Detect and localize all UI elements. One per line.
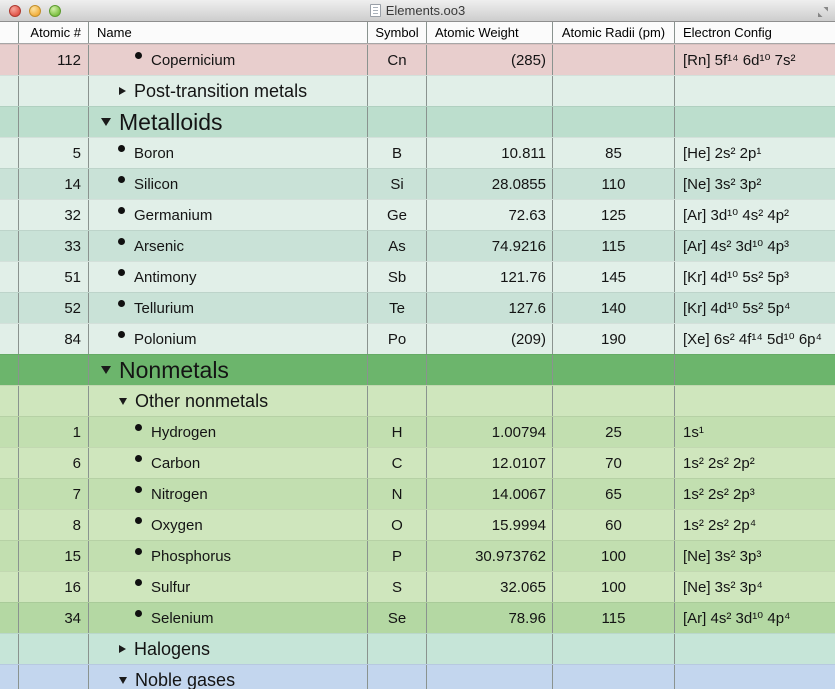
electron-config-cell[interactable]: [Ne] 3s² 3p² [683, 175, 762, 193]
group-row[interactable] [0, 385, 835, 416]
element-name: Tellurium [134, 299, 195, 317]
atomic-number-cell[interactable] [19, 386, 89, 416]
column-header-name[interactable]: Name [89, 22, 368, 43]
atomic-weight-cell[interactable]: 28.0855 [427, 169, 553, 199]
name-cell[interactable] [89, 603, 368, 633]
atomic-weight-cell[interactable]: 74.9216 [427, 231, 553, 261]
atomic-radii-cell[interactable]: 70 [553, 448, 675, 478]
atomic-weight-cell[interactable]: (209) [427, 324, 553, 354]
name-cell[interactable] [89, 293, 368, 323]
column-header-symbol[interactable]: Symbol [368, 22, 427, 43]
atomic-radii-cell[interactable] [553, 634, 675, 664]
element-name: Oxygen [151, 516, 203, 534]
atomic-weight-cell[interactable]: 12.0107 [427, 448, 553, 478]
row-gutter [0, 448, 19, 478]
column-header-atomic-number[interactable]: Atomic # [19, 22, 89, 43]
row-gutter [0, 634, 19, 664]
atomic-radii-cell[interactable] [553, 386, 675, 416]
symbol-cell[interactable]: B [368, 138, 427, 168]
disclosure-triangle-expanded-icon[interactable] [119, 677, 127, 684]
symbol-cell[interactable]: Po [368, 324, 427, 354]
table-row[interactable] [0, 571, 835, 602]
row-handle-bullet-icon[interactable] [135, 579, 142, 586]
row-gutter [0, 603, 19, 633]
symbol-cell[interactable]: Cn [368, 45, 427, 75]
symbol-cell[interactable] [368, 355, 427, 385]
atomic-weight-cell[interactable]: 121.76 [427, 262, 553, 292]
electron-config-cell[interactable] [675, 386, 835, 416]
close-button[interactable] [9, 5, 21, 17]
category-title: Noble gases [135, 669, 236, 689]
column-header-atomic-radii[interactable]: Atomic Radii (pm) [553, 22, 675, 43]
table-row[interactable] [0, 230, 835, 261]
traffic-light-buttons [9, 5, 61, 17]
atomic-number-cell[interactable]: 32 [19, 200, 89, 230]
symbol-cell[interactable] [368, 386, 427, 416]
atomic-radii-cell[interactable]: 100 [553, 541, 675, 571]
name-cell[interactable] [89, 448, 368, 478]
atomic-weight-cell[interactable] [427, 355, 553, 385]
row-gutter [0, 293, 19, 323]
table-row[interactable] [0, 261, 835, 292]
name-cell[interactable] [89, 107, 368, 137]
symbol-cell[interactable]: Ge [368, 200, 427, 230]
atomic-weight-cell[interactable]: 32.065 [427, 572, 553, 602]
row-gutter [0, 541, 19, 571]
atomic-radii-cell[interactable]: 145 [553, 262, 675, 292]
electron-config-cell[interactable]: [Ar] 4s² 3d¹⁰ 4p³ [683, 238, 790, 255]
category-title: Halogens [134, 638, 211, 659]
element-name: Selenium [151, 609, 214, 627]
symbol-cell[interactable] [368, 634, 427, 664]
window-title: Elements.oo3 [385, 3, 466, 18]
table-row[interactable] [0, 199, 835, 230]
table-row[interactable] [0, 323, 835, 354]
name-cell[interactable] [89, 417, 368, 447]
name-cell[interactable] [89, 510, 368, 540]
atomic-number-cell[interactable]: 15 [19, 541, 89, 571]
section-row[interactable] [0, 354, 835, 385]
element-name: Nitrogen [151, 485, 208, 503]
symbol-cell[interactable]: Si [368, 169, 427, 199]
disclosure-triangle-expanded-icon[interactable] [101, 118, 111, 126]
atomic-number-cell[interactable]: 8 [19, 510, 89, 540]
electron-config-cell[interactable]: [Kr] 4d¹⁰ 5s² 5p⁴ [683, 300, 791, 317]
name-cell[interactable] [89, 45, 368, 75]
row-gutter [0, 45, 19, 75]
atomic-number-cell[interactable]: 7 [19, 479, 89, 509]
row-handle-bullet-icon[interactable] [135, 424, 142, 431]
row-handle-bullet-icon[interactable] [118, 207, 125, 214]
atomic-number-cell[interactable] [19, 634, 89, 664]
electron-config-cell[interactable] [675, 107, 835, 137]
atomic-weight-cell[interactable] [427, 107, 553, 137]
row-gutter [0, 262, 19, 292]
atomic-number-cell[interactable]: 33 [19, 231, 89, 261]
row-gutter [0, 479, 19, 509]
category-title: Nonmetals [119, 356, 229, 383]
atomic-weight-cell[interactable]: 127.6 [427, 293, 553, 323]
atomic-weight-cell[interactable]: 72.63 [427, 200, 553, 230]
row-handle-bullet-icon[interactable] [118, 238, 125, 245]
atomic-number-cell[interactable]: 6 [19, 448, 89, 478]
element-name: Carbon [151, 454, 201, 472]
row-gutter [0, 138, 19, 168]
category-title: Metalloids [119, 108, 223, 135]
group-row[interactable] [0, 664, 835, 689]
section-row[interactable] [0, 106, 835, 137]
name-cell[interactable] [89, 572, 368, 602]
table-row[interactable] [0, 168, 835, 199]
electron-config-cell[interactable]: [Ne] 3s² 3p⁴ [683, 578, 763, 596]
atomic-radii-cell[interactable]: 110 [553, 169, 675, 199]
table-row[interactable] [0, 447, 835, 478]
element-name: Germanium [134, 206, 213, 224]
table-row[interactable] [0, 292, 835, 323]
row-gutter [0, 107, 19, 137]
symbol-cell[interactable] [368, 107, 427, 137]
atomic-weight-cell[interactable]: 1.00794 [427, 417, 553, 447]
symbol-cell[interactable] [368, 76, 427, 106]
atomic-radii-cell[interactable]: 85 [553, 138, 675, 168]
name-cell[interactable] [89, 138, 368, 168]
atomic-number-cell[interactable]: 34 [19, 603, 89, 633]
electron-config-cell[interactable]: [Ne] 3s² 3p³ [683, 547, 762, 565]
atomic-radii-cell[interactable] [553, 107, 675, 137]
row-handle-bullet-icon[interactable] [135, 52, 142, 59]
row-gutter [0, 572, 19, 602]
name-cell[interactable] [89, 324, 368, 354]
zoom-button[interactable] [49, 5, 61, 17]
name-cell[interactable] [89, 169, 368, 199]
table-row[interactable] [0, 540, 835, 571]
electron-config-cell[interactable]: [He] 2s² 2p¹ [683, 144, 762, 162]
atomic-weight-cell[interactable]: 30.973762 [427, 541, 553, 571]
disclosure-triangle-collapsed-icon[interactable] [119, 87, 126, 95]
table-row[interactable] [0, 416, 835, 447]
atomic-weight-cell[interactable]: 14.0067 [427, 479, 553, 509]
symbol-cell[interactable]: Te [368, 293, 427, 323]
atomic-radii-cell[interactable]: 25 [553, 417, 675, 447]
atomic-number-cell[interactable] [19, 665, 89, 689]
table-row[interactable] [0, 137, 835, 168]
name-cell[interactable] [89, 634, 368, 664]
column-header-atomic-weight[interactable]: Atomic Weight [427, 22, 553, 43]
atomic-radii-cell[interactable]: 115 [553, 603, 675, 633]
atomic-radii-cell[interactable] [553, 665, 675, 689]
element-name: Copernicium [151, 51, 236, 69]
electron-config-cell[interactable]: [Kr] 4d¹⁰ 5s² 5p³ [683, 269, 790, 286]
row-handle-bullet-icon[interactable] [118, 300, 125, 307]
electron-config-cell[interactable]: 1s² 2s² 2p⁴ [683, 516, 757, 534]
name-cell[interactable] [89, 262, 368, 292]
atomic-number-cell[interactable] [19, 107, 89, 137]
symbol-cell[interactable]: H [368, 417, 427, 447]
atomic-number-cell[interactable]: 112 [19, 45, 89, 75]
row-gutter [0, 386, 19, 416]
atomic-number-cell[interactable]: 52 [19, 293, 89, 323]
atomic-radii-cell[interactable]: 125 [553, 200, 675, 230]
row-handle-bullet-icon[interactable] [135, 517, 142, 524]
atomic-weight-cell[interactable] [427, 634, 553, 664]
atomic-radii-cell[interactable]: 115 [553, 231, 675, 261]
atomic-radii-cell[interactable]: 60 [553, 510, 675, 540]
atomic-radii-cell[interactable] [553, 76, 675, 106]
symbol-cell[interactable]: S [368, 572, 427, 602]
row-gutter [0, 76, 19, 106]
name-cell[interactable] [89, 479, 368, 509]
atomic-weight-cell[interactable] [427, 76, 553, 106]
element-name: Boron [134, 144, 175, 162]
atomic-weight-cell[interactable]: (285) [427, 45, 553, 75]
row-gutter [0, 355, 19, 385]
element-name: Antimony [134, 268, 197, 286]
symbol-cell[interactable]: Se [368, 603, 427, 633]
column-header-row [0, 22, 835, 44]
row-handle-bullet-icon[interactable] [118, 145, 125, 152]
disclosure-triangle-expanded-icon[interactable] [119, 398, 127, 405]
window-titlebar[interactable] [0, 0, 835, 22]
atomic-radii-cell[interactable] [553, 45, 675, 75]
electron-config-cell[interactable]: [Ar] 3d¹⁰ 4s² 4p² [683, 207, 790, 224]
symbol-cell[interactable]: Sb [368, 262, 427, 292]
row-handle-bullet-icon[interactable] [118, 269, 125, 276]
name-cell[interactable] [89, 355, 368, 385]
electron-config-cell[interactable]: 1s¹ [683, 423, 704, 441]
atomic-number-cell[interactable]: 16 [19, 572, 89, 602]
atomic-radii-cell[interactable]: 190 [553, 324, 675, 354]
category-title: Post-transition metals [134, 80, 308, 101]
table-row[interactable] [0, 44, 835, 75]
row-handle-bullet-icon[interactable] [135, 486, 142, 493]
electron-config-cell[interactable] [675, 665, 835, 689]
disclosure-triangle-expanded-icon[interactable] [101, 366, 111, 374]
row-handle-bullet-icon[interactable] [135, 455, 142, 462]
atomic-radii-cell[interactable]: 140 [553, 293, 675, 323]
name-cell[interactable] [89, 386, 368, 416]
element-name: Polonium [134, 330, 197, 348]
element-name: Silicon [134, 175, 179, 193]
column-header-electron-config[interactable]: Electron Config [683, 25, 772, 40]
atomic-weight-cell[interactable]: 15.9994 [427, 510, 553, 540]
element-name: Phosphorus [151, 547, 232, 565]
atomic-number-cell[interactable] [19, 76, 89, 106]
row-gutter [0, 510, 19, 540]
electron-config-cell[interactable]: 1s² 2s² 2p² [683, 454, 755, 472]
atomic-radii-cell[interactable]: 65 [553, 479, 675, 509]
row-gutter [0, 324, 19, 354]
atomic-weight-cell[interactable]: 78.96 [427, 603, 553, 633]
atomic-radii-cell[interactable]: 100 [553, 572, 675, 602]
electron-config-cell[interactable]: [Ar] 4s² 3d¹⁰ 4p⁴ [683, 610, 791, 627]
atomic-weight-cell[interactable] [427, 665, 553, 689]
group-row[interactable] [0, 633, 835, 664]
row-handle-bullet-icon[interactable] [118, 331, 125, 338]
document-proxy-icon[interactable] [370, 4, 381, 17]
electron-config-cell[interactable]: [Xe] 6s² 4f¹⁴ 5d¹⁰ 6p⁴ [683, 331, 822, 348]
symbol-cell[interactable]: C [368, 448, 427, 478]
atomic-number-cell[interactable]: 51 [19, 262, 89, 292]
row-gutter [0, 417, 19, 447]
element-name: Hydrogen [151, 423, 217, 441]
electron-config-cell[interactable] [675, 355, 835, 385]
electron-config-cell[interactable]: 1s² 2s² 2p³ [683, 485, 755, 503]
atomic-number-cell[interactable] [19, 355, 89, 385]
atomic-number-cell[interactable]: 14 [19, 169, 89, 199]
symbol-cell[interactable]: N [368, 479, 427, 509]
row-gutter [0, 200, 19, 230]
name-cell[interactable] [89, 231, 368, 261]
row-handle-bullet-icon[interactable] [135, 548, 142, 555]
element-name: Arsenic [134, 237, 185, 255]
atomic-number-cell[interactable]: 5 [19, 138, 89, 168]
minimize-button[interactable] [29, 5, 41, 17]
category-title: Other nonmetals [135, 390, 269, 411]
outline-rows [0, 44, 835, 689]
symbol-cell[interactable]: P [368, 541, 427, 571]
group-row[interactable] [0, 75, 835, 106]
table-row[interactable] [0, 602, 835, 633]
name-cell[interactable] [89, 200, 368, 230]
row-gutter [0, 169, 19, 199]
symbol-cell[interactable]: As [368, 231, 427, 261]
name-cell[interactable] [89, 665, 368, 689]
fullscreen-arrows-icon[interactable] [817, 5, 829, 23]
atomic-radii-cell[interactable] [553, 355, 675, 385]
electron-config-cell[interactable] [675, 634, 835, 664]
electron-config-cell[interactable] [675, 76, 835, 106]
atomic-weight-cell[interactable]: 10.811 [427, 138, 553, 168]
electron-config-cell[interactable]: [Rn] 5f¹⁴ 6d¹⁰ 7s² [683, 52, 796, 69]
name-cell[interactable] [89, 76, 368, 106]
row-handle-bullet-icon[interactable] [135, 610, 142, 617]
title-area [0, 0, 835, 21]
atomic-number-cell[interactable]: 1 [19, 417, 89, 447]
table-row[interactable] [0, 478, 835, 509]
symbol-cell[interactable] [368, 665, 427, 689]
row-handle-bullet-icon[interactable] [118, 176, 125, 183]
row-gutter [0, 231, 19, 261]
name-cell[interactable] [89, 541, 368, 571]
disclosure-triangle-collapsed-icon[interactable] [119, 645, 126, 653]
atomic-number-cell[interactable]: 84 [19, 324, 89, 354]
table-row[interactable] [0, 509, 835, 540]
column-header-gutter [0, 22, 19, 43]
symbol-cell[interactable]: O [368, 510, 427, 540]
atomic-weight-cell[interactable] [427, 386, 553, 416]
row-gutter [0, 665, 19, 689]
element-name: Sulfur [151, 578, 191, 596]
